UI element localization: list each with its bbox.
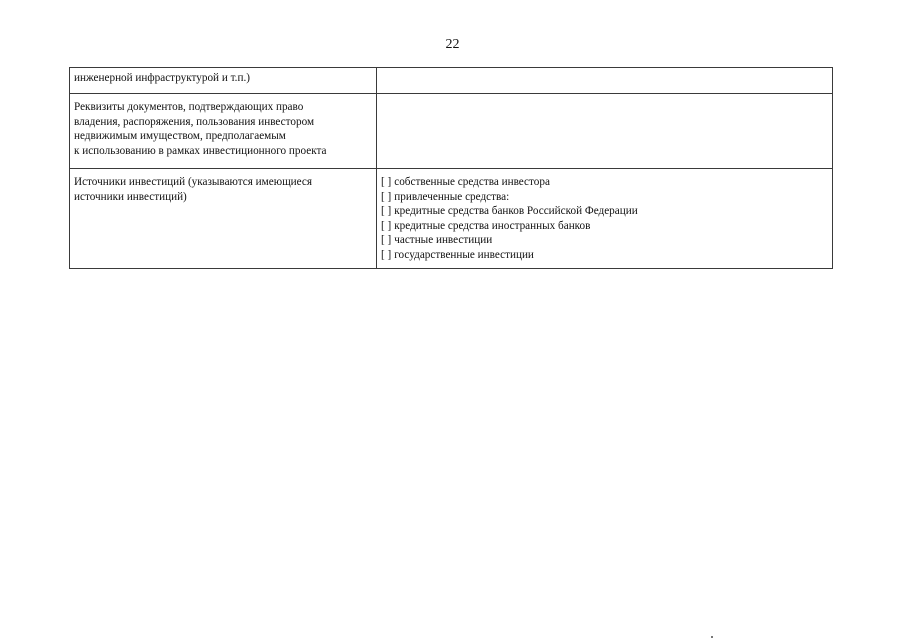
property-documents-label-line: владения, распоряжения, пользования инвестором (74, 115, 315, 128)
option-state-investment[interactable] (381, 248, 828, 263)
option-own-funds[interactable] (381, 175, 828, 190)
property-documents-label-line: к использованию в рамках инвестиционного проекта (74, 144, 327, 157)
option-russian-bank-credit[interactable] (381, 204, 828, 219)
option-label: кредитные средства банков Российской Федерации (394, 205, 638, 218)
value-cell-property-documents[interactable] (377, 94, 833, 169)
checkbox-brackets[interactable]: [ ] (381, 248, 392, 261)
value-cell-infrastructure[interactable] (377, 68, 833, 94)
table-row-investment-sources (70, 169, 833, 269)
infrastructure-label: инженерной инфраструктурой и т.п.) (74, 72, 250, 84)
option-label: частные инвестиции (394, 234, 493, 247)
table-row-infrastructure (70, 68, 833, 94)
investment-sources-label-line: источники инвестиций) (74, 190, 187, 203)
scan-speck (711, 636, 713, 638)
option-foreign-bank-credit[interactable] (381, 219, 828, 234)
investment-form-table (69, 67, 833, 269)
option-label: собственные средства инвестора (394, 176, 550, 188)
option-private-investment[interactable] (381, 233, 828, 248)
checkbox-brackets[interactable]: [ ] (381, 176, 392, 188)
checkbox-brackets[interactable]: [ ] (381, 234, 392, 247)
label-cell-investment-sources (70, 169, 377, 269)
option-label: государственные инвестиции (394, 248, 534, 261)
property-documents-label-line: недвижимым имуществом, предполагаемым (74, 130, 286, 143)
label-cell-property-documents (70, 94, 377, 169)
checkbox-brackets[interactable]: [ ] (381, 190, 392, 203)
investment-sources-label-line: Источники инвестиций (указываются имеющиеся (74, 176, 313, 188)
option-label: привлеченные средства: (394, 190, 510, 203)
label-cell-infrastructure (70, 68, 377, 94)
page-number: 22 (445, 37, 460, 52)
investment-sources-options (377, 169, 833, 269)
property-documents-label-line: Реквизиты документов, подтверждающих право (74, 101, 304, 113)
option-borrowed-funds[interactable] (381, 190, 828, 205)
checkbox-brackets[interactable]: [ ] (381, 205, 392, 218)
table-row-property-documents (70, 94, 833, 169)
checkbox-brackets[interactable]: [ ] (381, 219, 392, 232)
option-label: кредитные средства иностранных банков (394, 219, 591, 232)
